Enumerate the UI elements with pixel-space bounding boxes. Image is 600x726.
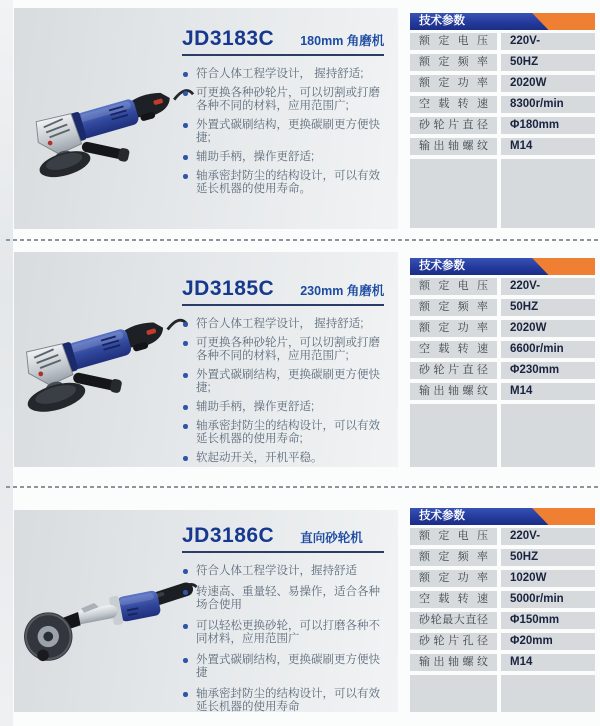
- product-section-jd3186c: [14, 510, 398, 712]
- spec-row: [410, 570, 595, 587]
- spec-label: 输出轴螺纹: [410, 138, 497, 155]
- feature-text: 轴承密封防尘的结构设计，可以有效延长机器的使用寿命: [196, 688, 380, 713]
- feature-text: 符合人体工程学设计， 握持舒适;: [196, 68, 364, 80]
- product-title-row: [182, 525, 384, 553]
- dashed-divider: [6, 239, 600, 241]
- feature-text: 辅助手柄，操作更舒适;: [196, 401, 315, 413]
- bullet-dot-icon: [183, 569, 188, 574]
- feature-text: 可更换各种砂轮片，可以切割或打磨各种不同的材料，应用范围广;: [196, 87, 380, 112]
- bullet-dot-icon: [183, 123, 188, 128]
- feature-item: [182, 420, 384, 446]
- spec-row: [410, 96, 595, 113]
- spec-value: M14: [501, 654, 595, 671]
- feature-text: 外置式碳刷结构，更换碳刷更方便快捷: [196, 654, 380, 679]
- spec-value: Φ230mm: [501, 362, 595, 379]
- spec-header-label: 技术参数: [419, 510, 465, 522]
- product-type-label: 直向砂轮机: [300, 531, 363, 545]
- bullet-dot-icon: [183, 658, 188, 663]
- spec-row: [410, 612, 595, 629]
- bullet-dot-icon: [183, 456, 188, 461]
- spec-label: 额定频率: [410, 54, 497, 71]
- spec-row: [410, 320, 595, 337]
- feature-item: [182, 620, 384, 646]
- spec-row: [410, 591, 595, 608]
- spec-label: 砂轮最大直径: [410, 612, 497, 629]
- product-title-row: [182, 28, 384, 56]
- bullet-dot-icon: [183, 91, 188, 96]
- spec-value: 2020W: [501, 320, 595, 337]
- spec-label: 额定电压: [410, 278, 497, 295]
- spec-value: 8300r/min: [501, 96, 595, 113]
- feature-list: [182, 318, 384, 465]
- product-image-jd3185c-angle-grinder: [12, 294, 194, 422]
- spec-value: 220V-: [501, 528, 595, 545]
- feature-list: [182, 565, 384, 714]
- bullet-dot-icon: [183, 624, 188, 629]
- product-model: JD3183C: [182, 27, 275, 50]
- bullet-dot-icon: [183, 341, 188, 346]
- spec-label: 额定电压: [410, 33, 497, 50]
- spec-row: [410, 117, 595, 134]
- spec-table-filler: [410, 675, 595, 712]
- feature-text: 可更换各种砂轮片，可以切割或打磨各种不同的材料，应用范围广;: [196, 337, 380, 362]
- feature-item: [182, 337, 384, 363]
- feature-text: 符合人体工程学设计， 握持舒适;: [196, 318, 364, 330]
- product-model: JD3186C: [182, 524, 275, 547]
- bullet-dot-icon: [183, 155, 188, 160]
- spec-row: [410, 654, 595, 671]
- product-image-jd3183c-angle-grinder: [22, 70, 200, 185]
- product-image-jd3186c-straight-grinder: [16, 558, 200, 680]
- dashed-divider: [6, 486, 600, 488]
- spec-value: 50HZ: [501, 299, 595, 316]
- spec-table-filler: [410, 159, 595, 228]
- product-model: JD3185C: [182, 277, 275, 300]
- bullet-dot-icon: [183, 405, 188, 410]
- spec-label: 输出轴螺纹: [410, 383, 497, 400]
- feature-item: [182, 586, 384, 612]
- product-type-label: 230mm 角磨机: [300, 284, 385, 298]
- spec-value: 1020W: [501, 570, 595, 587]
- feature-text: 可以轻松更换砂轮，可以打磨各种不同材料，应用范围广: [196, 620, 380, 645]
- spec-row: [410, 299, 595, 316]
- feature-text: 外置式碳刷结构，更换碳刷更方便快捷;: [196, 369, 380, 394]
- spec-label: 砂轮片直径: [410, 362, 497, 379]
- spec-table-jd3186c: [410, 508, 595, 712]
- spec-label: 空载转速: [410, 341, 497, 358]
- spec-table-header: [410, 13, 595, 30]
- spec-header-label: 技术参数: [419, 15, 465, 27]
- spec-value: M14: [501, 383, 595, 400]
- feature-item: [182, 87, 384, 113]
- feature-item: [182, 68, 384, 81]
- feature-item: [182, 401, 384, 414]
- spec-table-header: [410, 258, 595, 275]
- spec-table-header: [410, 508, 595, 525]
- feature-list: [182, 68, 384, 196]
- feature-item: [182, 119, 384, 145]
- spec-table-jd3183c: [410, 13, 595, 228]
- feature-text: 外置式碳刷结构，更换碳刷更方便快捷;: [196, 119, 380, 144]
- spec-value: 5000r/min: [501, 591, 595, 608]
- spec-row: [410, 33, 595, 50]
- spec-table-jd3185c: [410, 258, 595, 467]
- bullet-dot-icon: [183, 174, 188, 179]
- feature-item: [182, 452, 384, 465]
- spec-value: 6600r/min: [501, 341, 595, 358]
- feature-item: [182, 318, 384, 331]
- spec-header-label: 技术参数: [419, 260, 465, 272]
- bullet-dot-icon: [183, 590, 188, 595]
- header-accent-shape: [532, 13, 595, 30]
- spec-label: 砂轮片直径: [410, 117, 497, 134]
- header-accent-shape: [532, 258, 595, 275]
- bullet-dot-icon: [183, 692, 188, 697]
- spec-row: [410, 633, 595, 650]
- feature-item: [182, 565, 384, 578]
- spec-label: 输出轴螺纹: [410, 654, 497, 671]
- product-section-jd3185c: [14, 252, 398, 467]
- spec-label: 额定功率: [410, 320, 497, 337]
- feature-item: [182, 654, 384, 680]
- spec-row: [410, 549, 595, 566]
- spec-label: 空载转速: [410, 96, 497, 113]
- spec-row: [410, 75, 595, 92]
- feature-item: [182, 151, 384, 164]
- bullet-dot-icon: [183, 373, 188, 378]
- spec-value: Φ180mm: [501, 117, 595, 134]
- spec-row: [410, 383, 595, 400]
- spec-label: 额定频率: [410, 299, 497, 316]
- spec-label: 额定功率: [410, 570, 497, 587]
- feature-text: 轴承密封防尘的结构设计，可以有效延长机器的使用寿命;: [196, 420, 380, 445]
- feature-text: 轴承密封防尘的结构设计，可以有效延长机器的使用寿命。: [196, 170, 380, 195]
- feature-item: [182, 369, 384, 395]
- spec-value: 220V-: [501, 33, 595, 50]
- spec-table-filler: [410, 404, 595, 467]
- spec-row: [410, 138, 595, 155]
- spec-value: 2020W: [501, 75, 595, 92]
- bullet-dot-icon: [183, 424, 188, 429]
- spec-label: 额定频率: [410, 549, 497, 566]
- product-section-jd3183c: [14, 8, 398, 229]
- feature-item: [182, 170, 384, 196]
- spec-label: 额定功率: [410, 75, 497, 92]
- spec-row: [410, 54, 595, 71]
- spec-label: 砂轮片孔径: [410, 633, 497, 650]
- spec-value: Φ20mm: [501, 633, 595, 650]
- feature-text: 转速高、重量轻、易操作，适合各种场合使用: [196, 586, 380, 611]
- spec-value: 50HZ: [501, 54, 595, 71]
- feature-text: 符合人体工程学设计，握持舒适: [196, 565, 357, 577]
- spec-value: Φ150mm: [501, 612, 595, 629]
- feature-text: 软起动开关，开机平稳。: [196, 452, 323, 464]
- spec-row: [410, 278, 595, 295]
- spec-row: [410, 528, 595, 545]
- header-accent-shape: [532, 508, 595, 525]
- spec-label: 额定电压: [410, 528, 497, 545]
- spec-value: M14: [501, 138, 595, 155]
- spec-value: 50HZ: [501, 549, 595, 566]
- bullet-dot-icon: [183, 322, 188, 327]
- spec-row: [410, 341, 595, 358]
- product-title-row: [182, 278, 384, 306]
- spec-row: [410, 362, 595, 379]
- spec-label: 空载转速: [410, 591, 497, 608]
- bullet-dot-icon: [183, 72, 188, 77]
- feature-text: 辅助手柄，操作更舒适;: [196, 151, 315, 163]
- spec-value: 220V-: [501, 278, 595, 295]
- product-type-label: 180mm 角磨机: [300, 34, 385, 48]
- feature-item: [182, 688, 384, 714]
